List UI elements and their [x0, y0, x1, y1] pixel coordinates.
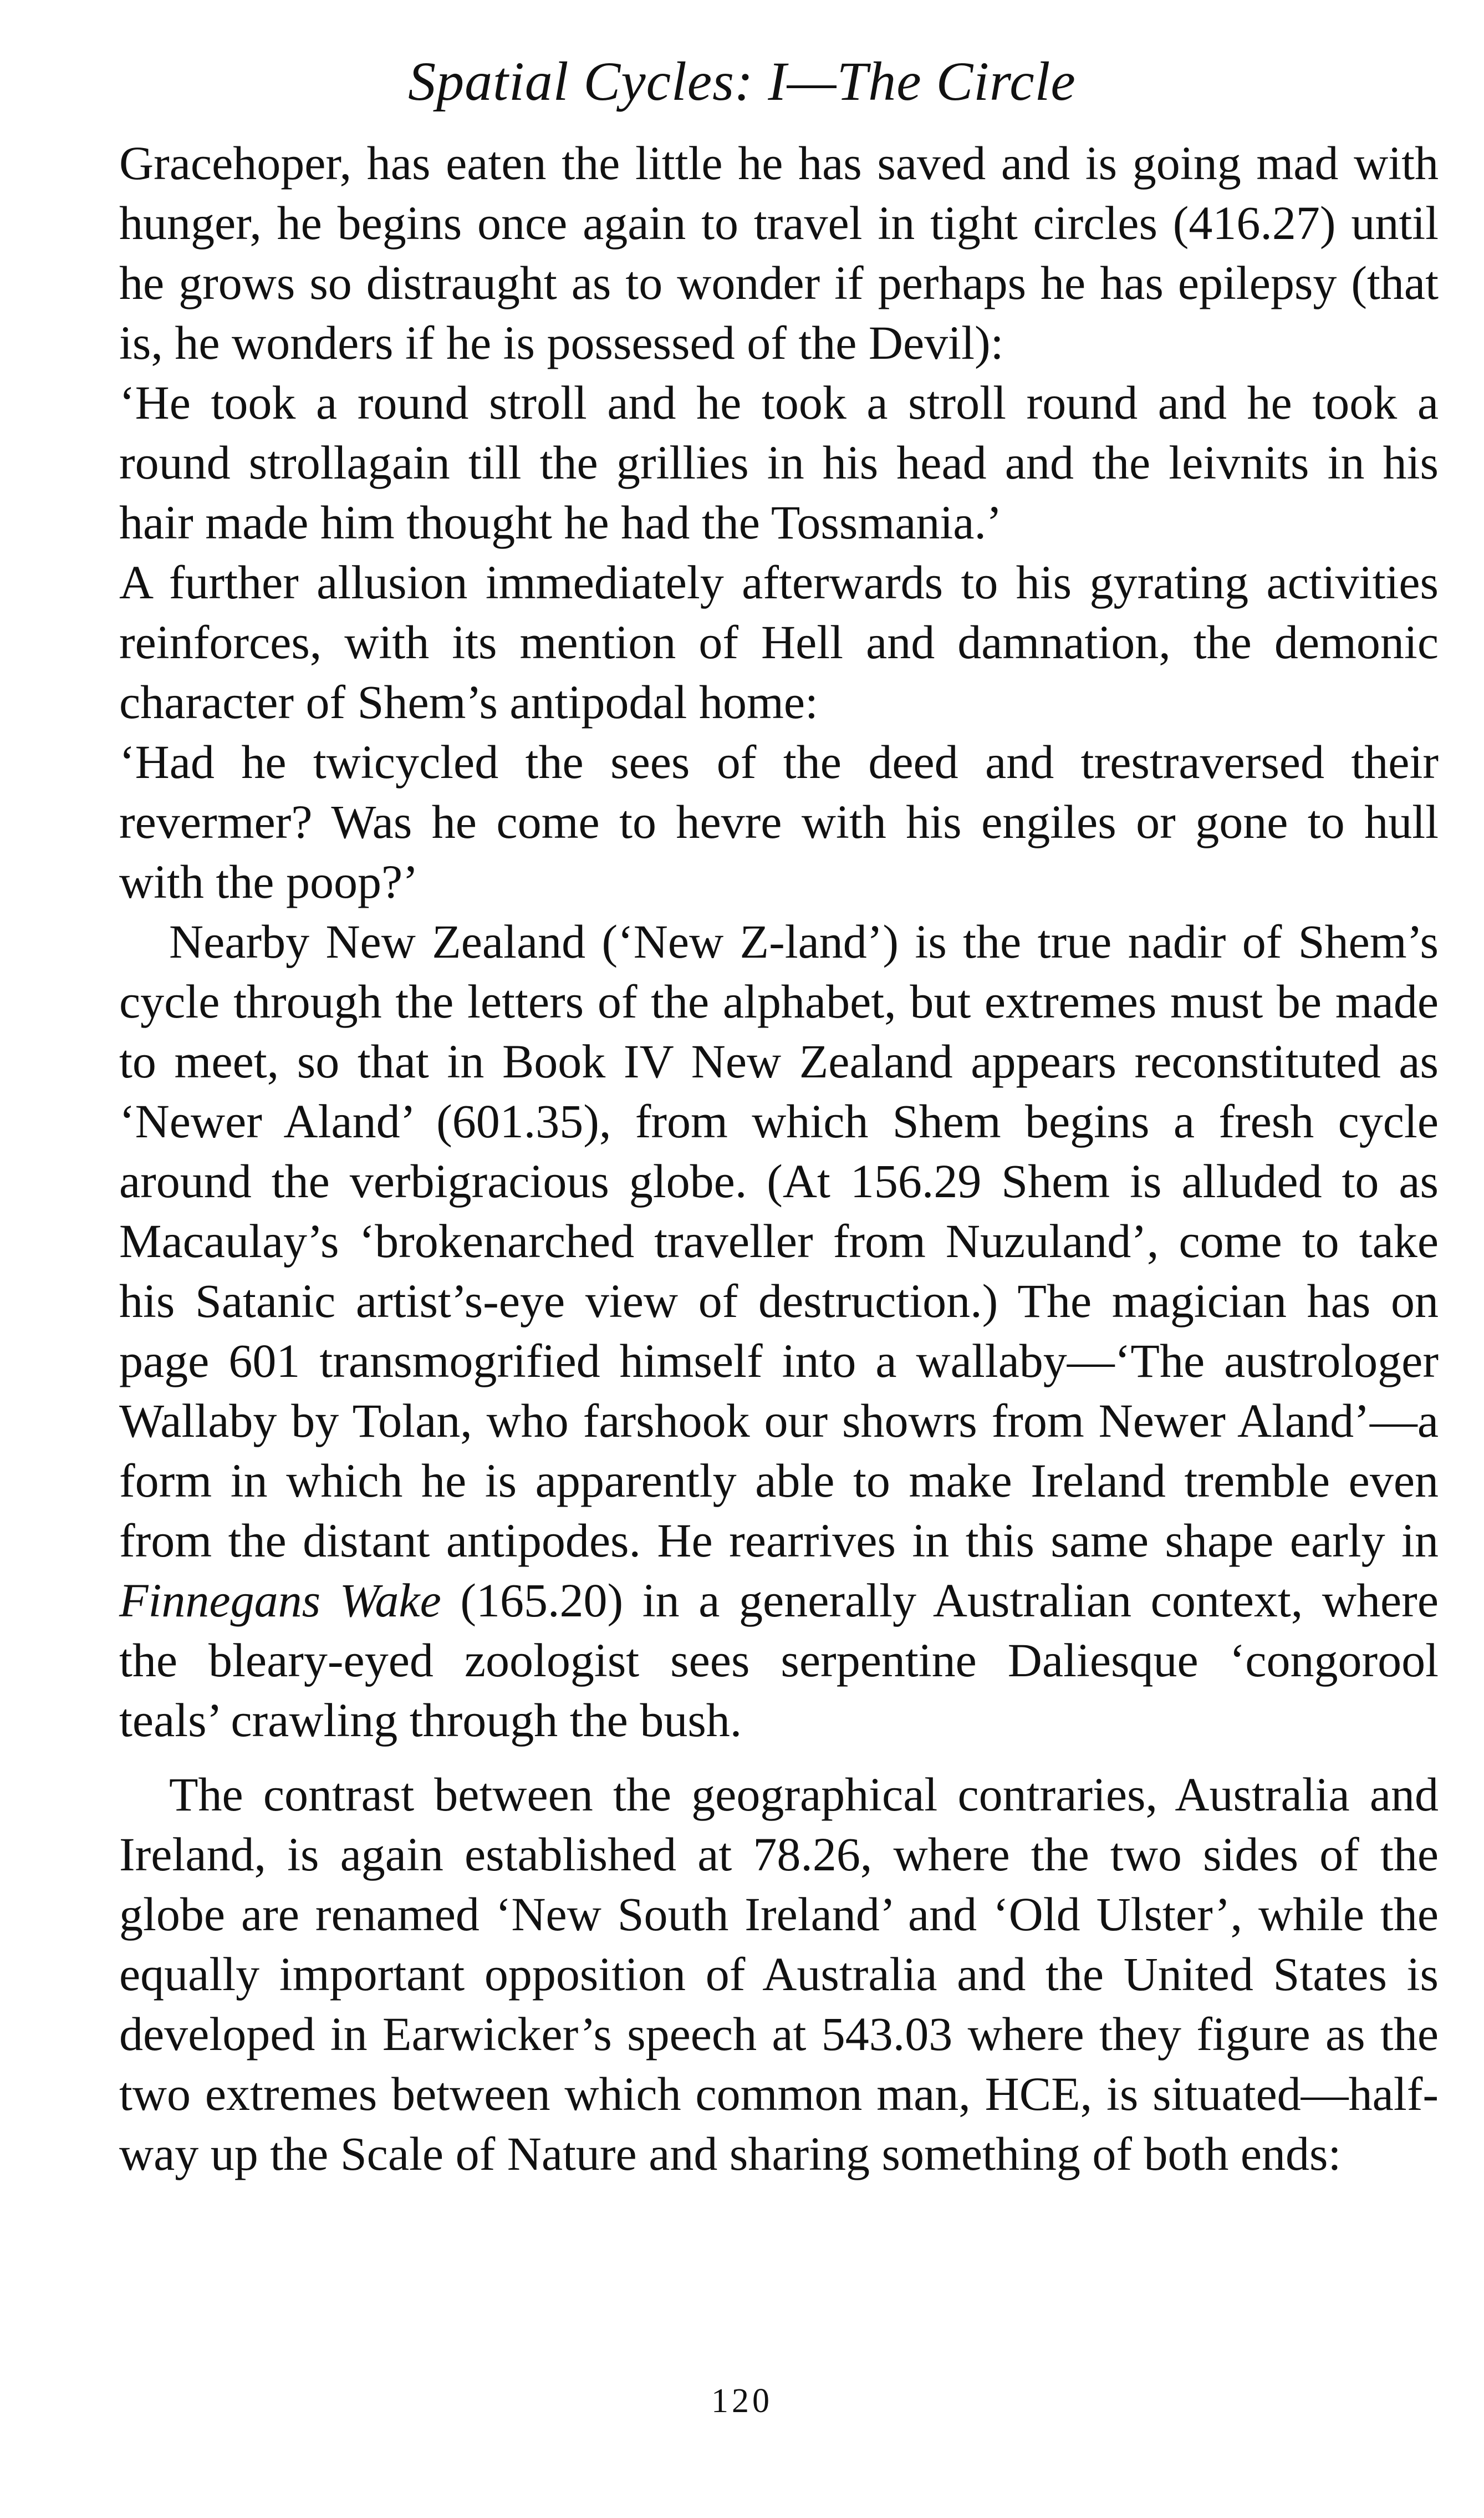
- running-head: Spatial Cycles: I—The Circle: [408, 50, 1076, 112]
- paragraph-new-zealand-tail: (165.20) in a generally Australian context, where the bleary-eyed zoologist sees serpentine Daliesque ‘congorool teals’ crawling through the bush.: [119, 1574, 1439, 1747]
- paragraph-continued: Gracehoper, has eaten the little he has saved and is going mad with hunger, he begins once again to travel in tight circles (416.27) until he grows so distraught as to wonder if perhaps he has epilepsy (that is, he wonders if he is possessed of the Devil):: [119, 136, 1439, 369]
- block-quote-stroll: ‘He took a round stroll and he took a stroll round and he took a round strollagain till the grillies in his head and the leivnits in his hair made him thought he had the Tossmania.’: [119, 376, 1439, 549]
- page-number: 120: [711, 2382, 773, 2420]
- body-text: [119, 133, 1439, 2184]
- paragraph-new-zealand-text: Nearby New Zealand (‘New Z-land’) is the true nadir of Shem’s cycle through the letters of the alphabet, but extremes must be made to meet, so that in Book IV New Zealand appears reconstituted as ‘Newer Aland’ (601.35), from which Shem begins a fresh cycle around the verbigracious globe. (At 156.29 Shem is alluded to as Macaulay’s ‘brokenarched traveller from Nuzuland’, come to take his Satanic artist’s-eye view of destruction.) The magician has on page 601 transmogrified himself into a wallaby—‘The austrologer Wallaby by Tolan, who farshook our showrs from Newer Aland’—a form in which he is apparently able to make Ireland tremble even from the distant antipodes. He rearrives in this same shape early in: [119, 915, 1439, 1567]
- paragraph-further-allusion: A further allusion immediately afterwards to his gyrating activities reinforces, with its mention of Hell and damnation, the demonic character of Shem’s antipodal home:: [119, 556, 1439, 729]
- block-quote-twicycled: ‘Had he twicycled the sees of the deed and trestraversed their revermer? Was he come to hevre with his engiles or gone to hull with the poop?’: [119, 735, 1439, 908]
- book-title-finnegans-wake: Finnegans Wake: [119, 1574, 441, 1627]
- paragraph-new-zealand: [119, 912, 1439, 1750]
- paragraph-contrast: The contrast between the geographical contraries, Australia and Ireland, is again established at 78.26, where the two sides of the globe are renamed ‘New South Ireland’ and ‘Old Ulster’, while the equally important opposition of Australia and the United States is developed in Earwicker’s speech at 543.03 where they figure as the two extremes between which common man, HCE, is situated—half-way up the Scale of Nature and sharing something of both ends:: [119, 1768, 1439, 2180]
